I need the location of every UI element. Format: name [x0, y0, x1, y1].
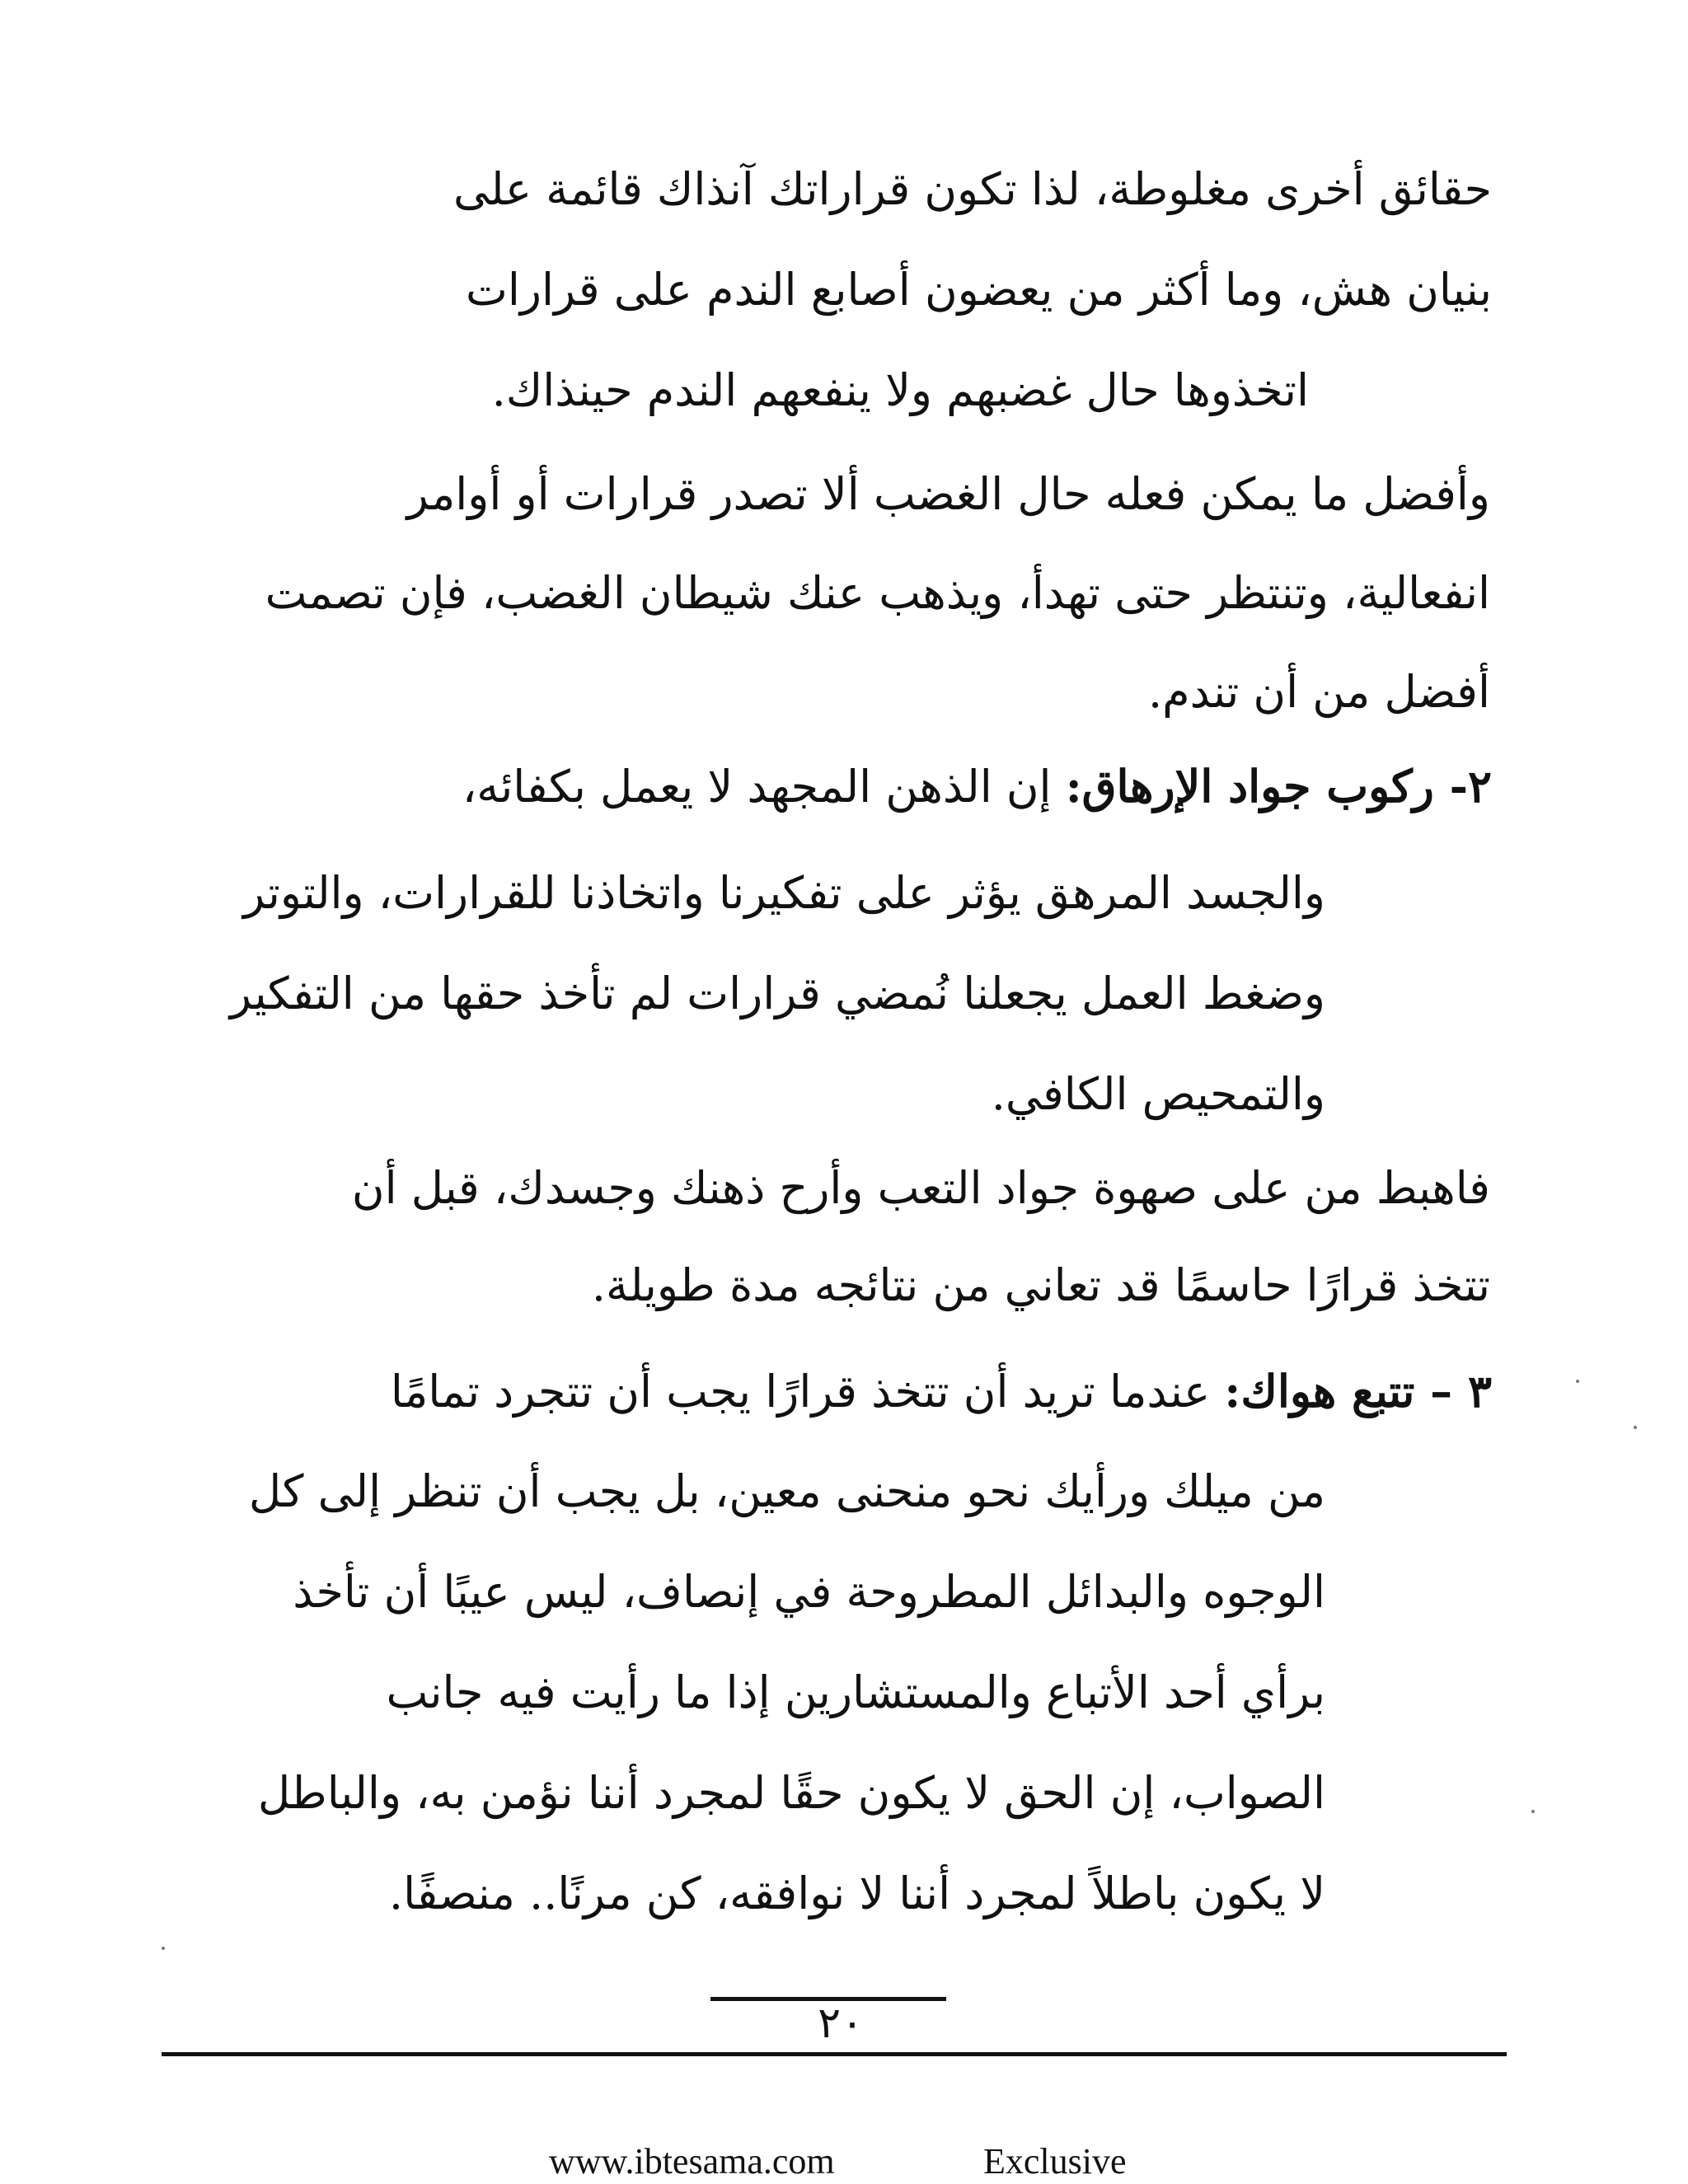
item-3-line-6: لا يكون باطلاً لمجرد أننا لا نوافقه، كن مرنًا.. منصفًا.: [388, 1868, 1325, 1919]
paragraph-1-line-1: حقائق أخرى مغلوطة، لذا تكون قراراتك آنذاك قائمة على: [453, 163, 1492, 215]
paragraph-3-line-1: فاهبط من على صهوة جواد التعب وأرح ذهنك وجسدك، قبل أن: [351, 1162, 1490, 1214]
footer-tag: Exclusive: [983, 2141, 1127, 2182]
footer-rule: [162, 2052, 1507, 2056]
item-2-line-2: والجسد المرهق يؤثر على تفكيرنا واتخاذنا للقرارات، والتوتر: [243, 867, 1325, 919]
page-number: ٢٠: [818, 1999, 864, 2048]
scan-speck: [1531, 1810, 1535, 1813]
item-2-line-1: [462, 753, 1492, 820]
paragraph-3-line-2: تتخذ قرارًا حاسمًا قد تعاني من نتائجه مدة طويلة.: [591, 1259, 1490, 1311]
item-2-line-4: والتمحيص الكافي.: [991, 1068, 1325, 1120]
item-3-line-5: الصواب، إن الحق لا يكون حقًا لمجرد أننا نؤمن به، والباطل: [257, 1767, 1325, 1819]
item-3-line-2: من ميلك ورأيك نحو منحنى معين، بل يجب أن تنظر إلى كل: [248, 1465, 1325, 1517]
paragraph-1-line-3: اتخذوها حال غضبهم ولا ينفعهم الندم حينذاك.: [491, 364, 1309, 416]
paragraph-2-line-1: وأفضل ما يمكن فعله حال الغضب ألا تصدر قرارات أو أوامر: [406, 468, 1490, 520]
paragraph-2-line-2: انفعالية، وتنتظر حتى تهدأ، ويذهب عنك شيطان الغضب، فإن تصمت: [265, 567, 1490, 619]
item-2-line-3: وضغط العمل يجعلنا نُمضي قرارات لم تأخذ حقها من التفكير: [229, 968, 1325, 1019]
item-2-heading: ٢- ركوب جواد الإرهاق:: [1065, 760, 1492, 813]
item-3-line-1: [391, 1358, 1492, 1425]
paragraph-2-line-3: أفضل من أن تندم.: [1148, 666, 1490, 718]
item-3-heading: ٣ – تتبع هواك:: [1224, 1365, 1492, 1418]
footer-site-url: www.ibtesama.com: [549, 2141, 835, 2182]
item-3-first-line-rest: عندما تريد أن تتخذ قرارًا يجب أن تتجرد تمامًا: [390, 1366, 1225, 1418]
paragraph-1-line-2: بنيان هش، وما أكثر من يعضون أصابع الندم على قرارات: [466, 264, 1492, 316]
scan-speck: [1634, 1426, 1637, 1429]
scan-speck: [1576, 1380, 1579, 1383]
item-3-line-4: برأي أحد الأتباع والمستشارين إذا ما رأيت فيه جانب: [386, 1666, 1325, 1718]
item-3-line-3: الوجوه والبدائل المطروحة في إنصاف، ليس عيبًا أن تأخذ: [293, 1566, 1325, 1618]
scan-speck: [162, 1947, 165, 1950]
item-2-first-line-rest: إن الذهن المجهد لا يعمل بكفائه،: [462, 761, 1066, 813]
